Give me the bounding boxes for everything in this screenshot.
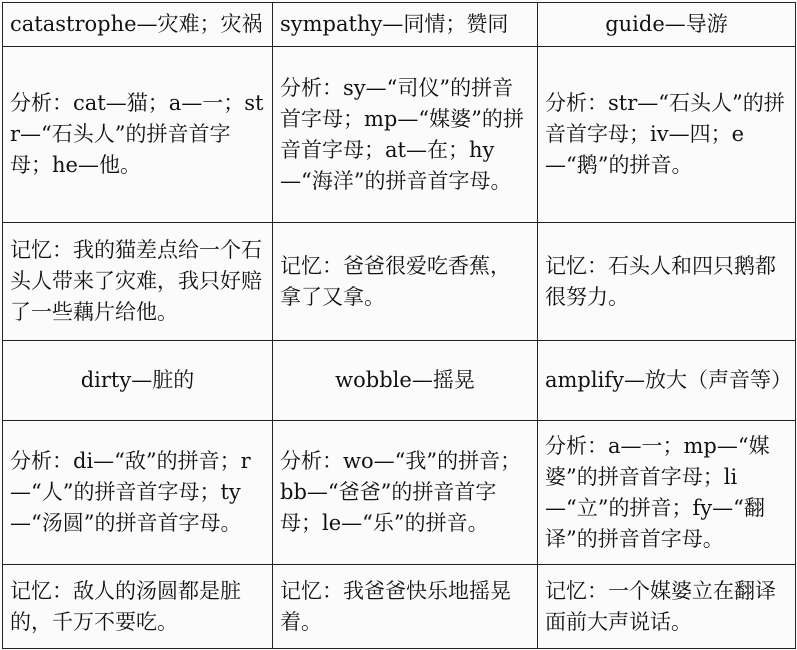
memory-row-2 bbox=[3, 565, 796, 649]
word-row-2 bbox=[3, 341, 796, 421]
memory-cell-sympathy: 记忆：爸爸很爱吃香蕉，拿了又拿。 bbox=[273, 223, 538, 341]
analysis-row-1 bbox=[3, 47, 796, 223]
word-cell-amplify: amplify—放大（声音等） bbox=[538, 341, 796, 421]
memory-cell-dirty: 记忆：敌人的汤圆都是脏的，千万不要吃。 bbox=[3, 565, 273, 649]
analysis-cell-dirty: 分析：di—“敌”的拼音；r—“人”的拼音首字母；ty—“汤圆”的拼音首字母。 bbox=[3, 421, 273, 565]
vocabulary-table bbox=[2, 2, 796, 649]
memory-cell-wobble: 记忆：我爸爸快乐地摇晃着。 bbox=[273, 565, 538, 649]
word-cell-guide: guide—导游 bbox=[538, 3, 796, 47]
analysis-cell-catastrophe: 分析：cat—猫；a—一；str—“石头人”的拼音首字母；he—他。 bbox=[3, 47, 273, 223]
memory-cell-catastrophe: 记忆：我的猫差点给一个石头人带来了灾难，我只好赔了一些藕片给他。 bbox=[3, 223, 273, 341]
analysis-cell-wobble: 分析：wo—“我”的拼音；bb—“爸爸”的拼音首字母；le—“乐”的拼音。 bbox=[273, 421, 538, 565]
word-cell-catastrophe: catastrophe—灾难；灾祸 bbox=[3, 3, 273, 47]
word-cell-sympathy: sympathy—同情；赞同 bbox=[273, 3, 538, 47]
analysis-row-2 bbox=[3, 421, 796, 565]
analysis-cell-amplify: 分析：a—一；mp—“媒婆”的拼音首字母；li—“立”的拼音；fy—“翻译”的拼音首字母。 bbox=[538, 421, 796, 565]
word-cell-dirty: dirty—脏的 bbox=[3, 341, 273, 421]
word-cell-wobble: wobble—摇晃 bbox=[273, 341, 538, 421]
memory-row-1 bbox=[3, 223, 796, 341]
memory-cell-amplify: 记忆：一个媒婆立在翻译面前大声说话。 bbox=[538, 565, 796, 649]
analysis-cell-guide: 分析：str—“石头人”的拼音首字母；iv—四；e—“鹅”的拼音。 bbox=[538, 47, 796, 223]
analysis-cell-sympathy: 分析：sy—“司仪”的拼音首字母；mp—“媒婆”的拼音首字母；at—在；hy—“海洋”的拼音首字母。 bbox=[273, 47, 538, 223]
memory-cell-guide: 记忆：石头人和四只鹅都很努力。 bbox=[538, 223, 796, 341]
word-row-1 bbox=[3, 3, 796, 47]
